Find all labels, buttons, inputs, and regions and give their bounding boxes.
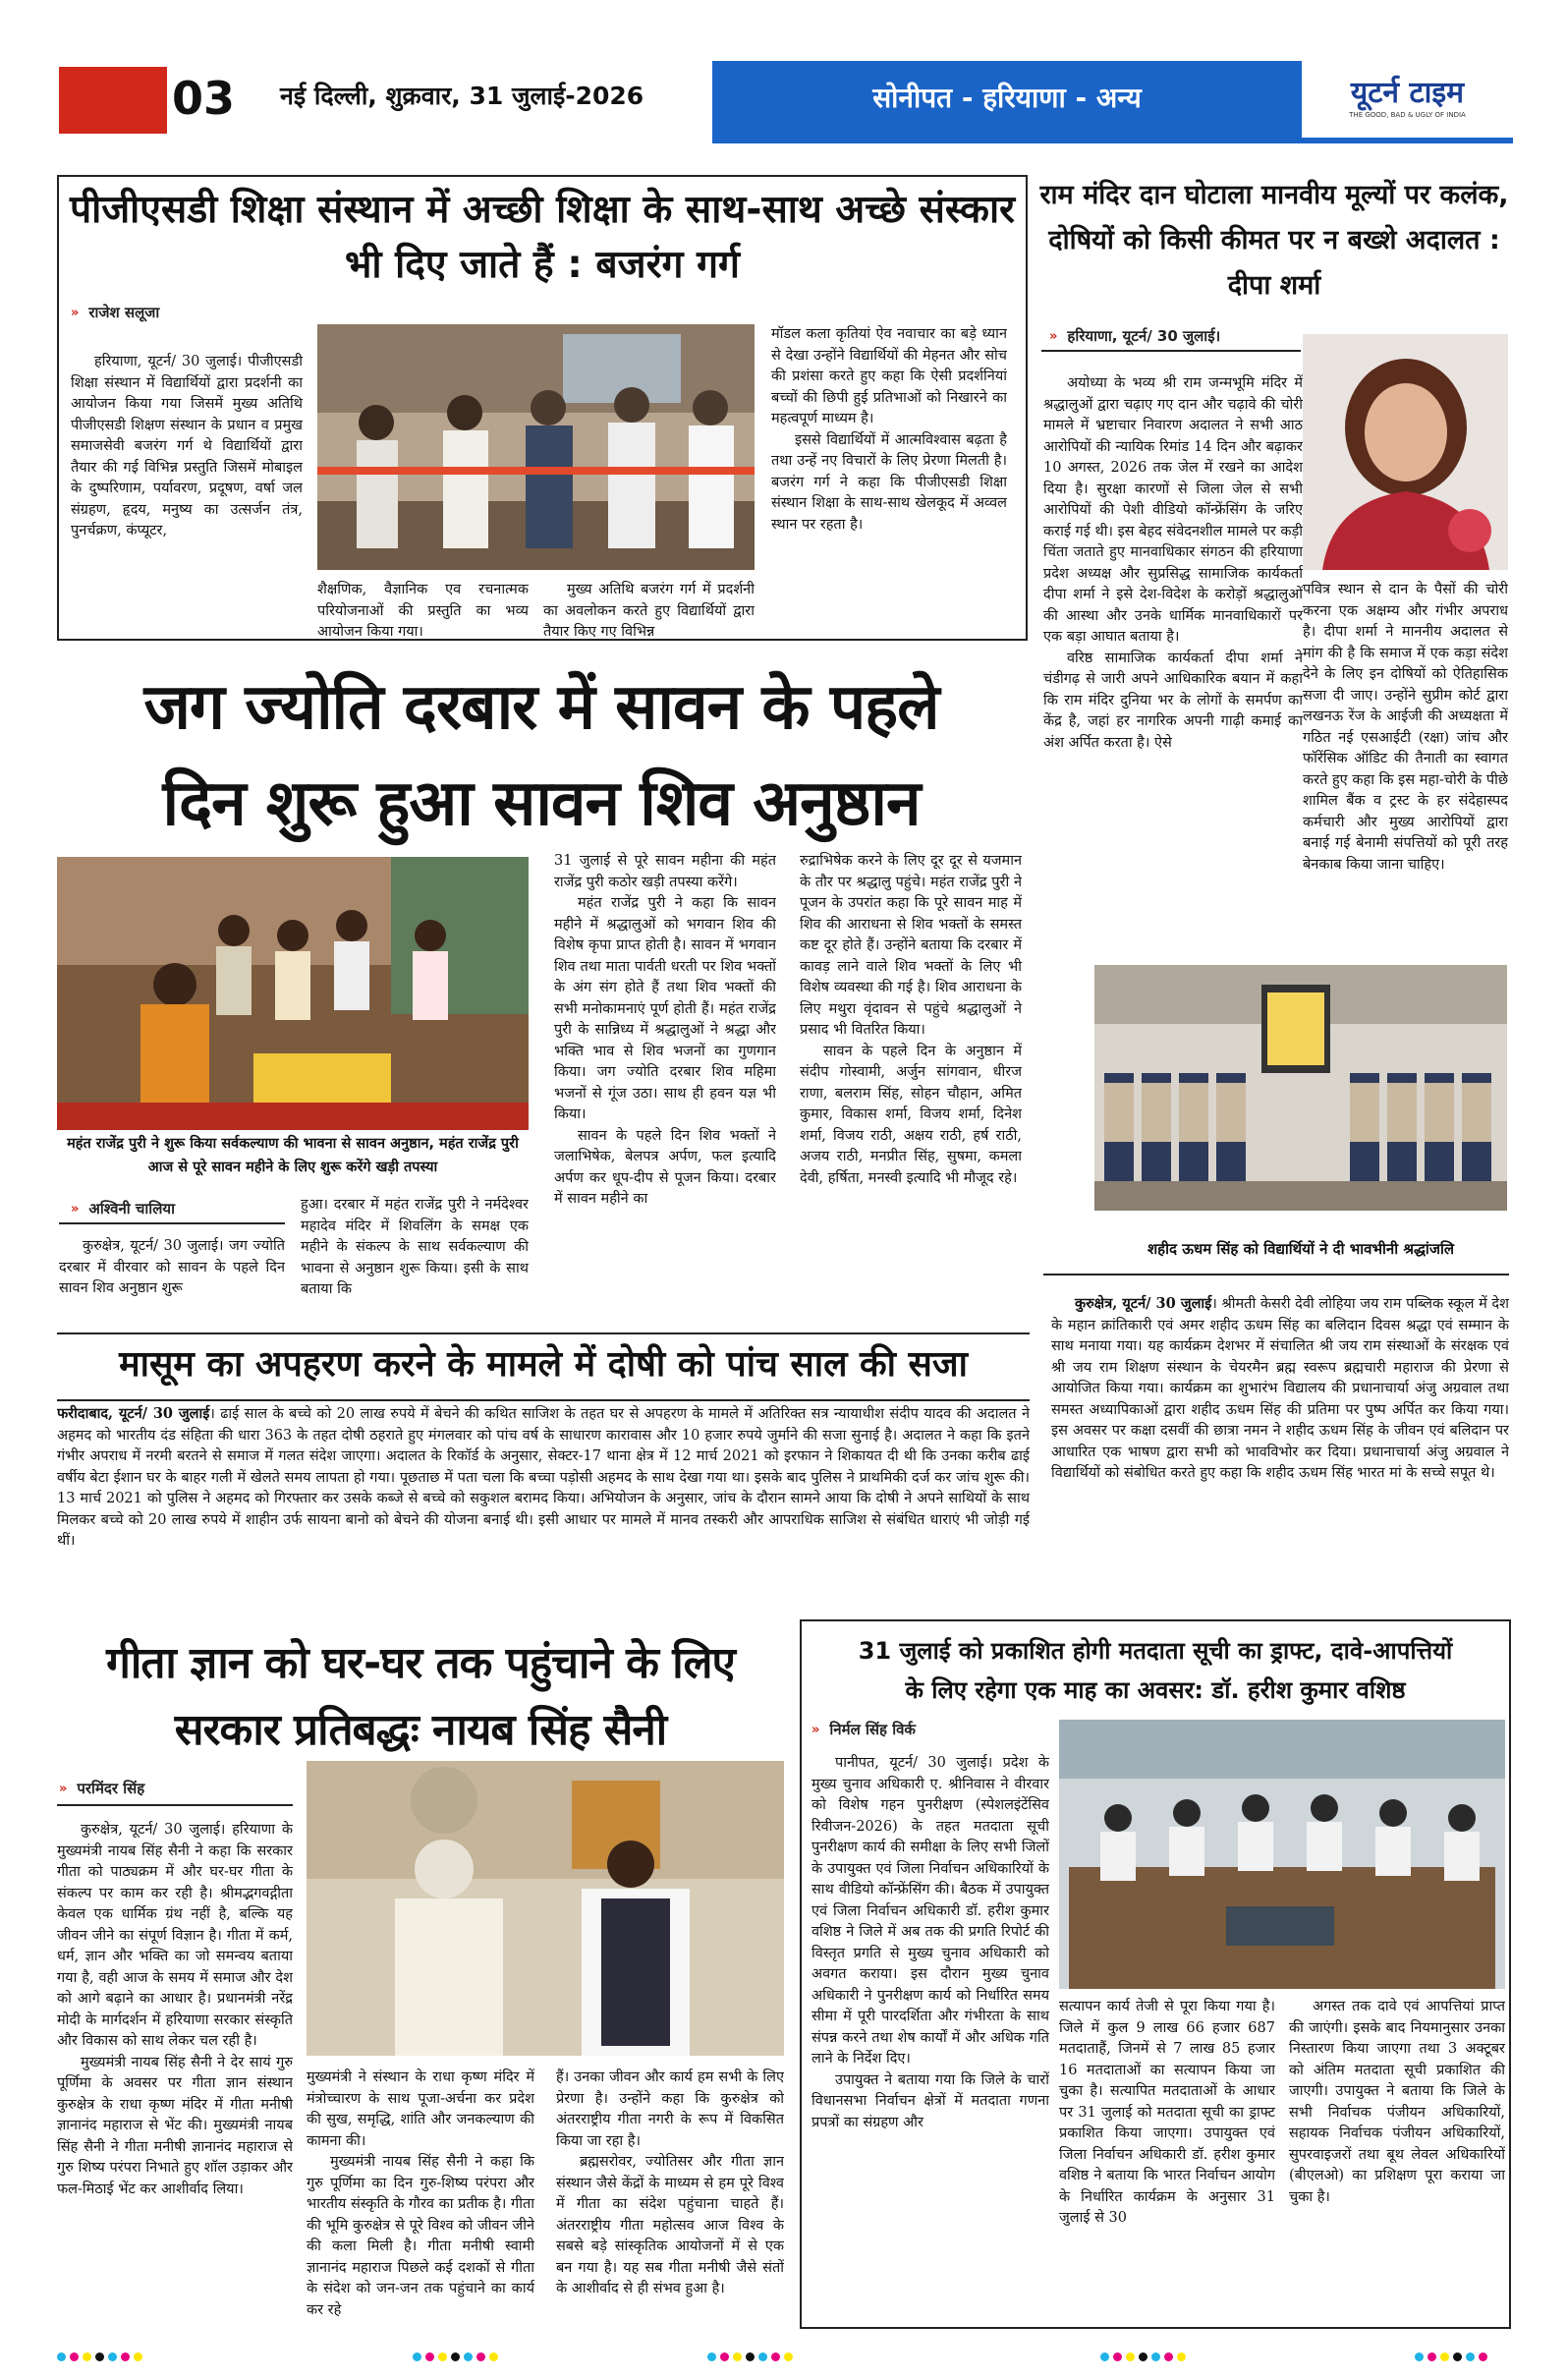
story-pgsd-byline: [71, 301, 346, 324]
gita-byline-rule: [57, 1804, 293, 1806]
story-pgsd-col4: [771, 324, 1007, 635]
story-ram-col-b: पवित्र स्थान से दान के पैसों की चोरी करना एक अक्षम्य और गंभीर अपराध है। दीपा शर्मा ने माननीय अदालत से मांग की है कि समाज में एक कड़ा संदेश देने के लिए इन दोषियों को ऐतिहासिक सजा दी जाए। उन्होंने सुप्रीम कोर्ट द्वारा लखनऊ रेंज के आईजी की अध्यक्षता में गठित नई एसआईटी (रक्षा) जांच और फॉरेंसिक ऑडिट की तैनाती का स्वागत करते हुए कहा कि इस महा-चोरी के पीछे शामिल बैंक व ट्रस्ट के हर संदेहास्पद कर्मचारी और मुख्य आरोपियों द्वारा बनाई गई बेनामी संपत्तियों को पूरी तरह बेनकाब किया जाना चाहिए।: [1303, 582, 1508, 873]
students-photo: [1094, 965, 1507, 1211]
story-sawan-col-3: [554, 851, 776, 1319]
page-number-box: [59, 67, 167, 134]
sawan-c4-p2: सावन के पहले दिन के अनुष्ठान में संदीप गोस्वामी, अर्जुन सांगवान, धीरज राणा, बलराम सिंह, सोहन चौहान, अमित कुमार, विकास शर्मा, विजय शर्मा, दिनेश शर्मा, विजय राठी, अक्षय राठी, हर्ष राठी, अजय राठी, मनप्रीत सिंह, सुषमा, कमला देवी, हर्षिता, मनस्वी इत्यादि भी मौजूद रहे।: [800, 1043, 1022, 1186]
masoom-top-rule: [57, 1332, 1030, 1334]
story-ram-headline: राम मंदिर दान घोटाला मानवीय मूल्यों पर कलंक, दोषियों को किसी कीमत पर न बख्शे अदालत : दीपा शर्मा: [1039, 180, 1509, 301]
sawan-c3-p2: महंत राजेंद्र पुरी ने कहा कि सावन महीने में श्रद्धालुओं को भगवान शिव की विशेष कृपा प्राप्त होती है। सावन में भगवान शिव तथा माता पार्वती धरती पर शिव भक्तों के अंग संग होते हैं तथा शिव भक्तों की सभी मनोकामनाएं पूर्ण होती हैं। महंत राजेंद्र पुरी के सान्निध्य में श्रद्धालुओं ने श्रद्धा और भक्ति भाव से शिव भजनों का गुणगान किया। जग ज्योति दरबार शिव महिमा भजनों से गूंज उठा। साथ ही हवन यज्ञ भी किया।: [554, 895, 776, 1122]
chevron-icon: »: [59, 1781, 68, 1796]
udham-singh-photo: [1094, 965, 1507, 1211]
footer-dots-5: [1415, 2347, 1491, 2365]
footer-dots-3: [707, 2347, 797, 2365]
story-voter-col-a: [811, 1753, 1049, 2321]
masoom-body-text: । ढाई साल के बच्चे को 20 लाख रुपये में बेचने की कथित साजिश के तहत घर से अपहरण के मामले में अतिरिक्त सत्र न्यायाधीश संदीप यादव की अदालत ने अहमद को भारतीय दंड संहिता की धारा 363 के तहत दोषी ठहराते हुए मंगलवार को पांच वर्ष के साधारण कारावास और 10 हजार रुपये जुर्माने की सजा सुनाई है। अदालत ने कहा कि इतने गंभीर अपराध में नरमी बरतने से समाज में गलत संदेश जाएगा। अदालत के रिकॉर्ड के अनुसार, सेक्टर-17 थाना क्षेत्र में 12 मार्च 2021 को इरफान ने शिकायत दी थी कि उनका करीब ढाई वर्षीय बेटा ईशान घर के बाहर गली में खेलते समय लापता हो गया। पूछताछ में पता चला कि बच्चा पड़ोसी अहमद के साथ देखा गया था। इसके बाद पुलिस ने प्राथमिकी दर्ज कर जांच शुरू की। 13 मार्च 2021 को पुलिस ने अहमद को गिरफ्तार कर उसके कब्जे से बच्चे को सकुशल बरामद किया। अभियोजन के अनुसार, जांच के दौरान सामने आया कि दोषी ने अपने साथियों के साथ मिलकर बच्चे को 20 लाख रुपये में शाहीन उर्फ सायना बानो को बेचने की योजना बनाई थी। इसी आधार पर मामले में मानव तस्करी और आपराधिक साजिश से संबंधित धाराएं भी जोड़ी गई थीं।: [57, 1406, 1030, 1549]
section-title: सोनीपत - हरियाणा - अन्य: [872, 82, 1142, 114]
gita-m-p2: मुख्यमंत्री नायब सिंह सैनी ने कहा कि गुरु पूर्णिमा का दिन गुरु-शिष्य परंपरा और भारतीय संस्कृति के गौरव का प्रतीक है। गीता की भूमि कुरुक्षेत्र से पूरे विश्व को जीवन जीने की कला मिली है। गीता मनीषी स्वामी ज्ञानानंद महाराज पिछले कई दशकों से गीता के संदेश को जन-जन तक पहुंचाने का कार्य कर रहे: [307, 2154, 534, 2318]
udham-singh-body: [1051, 1293, 1509, 1606]
story-ram-rule: [1041, 350, 1301, 352]
chevron-icon: »: [71, 1201, 80, 1217]
byline-name: अश्विनी चालिया: [88, 1200, 175, 1218]
story-pgsd-col3: मुख्य अतिथि बजरंग गर्ग में प्रदर्शनी का अवलोकन करते हुए विद्यार्थियों द्वारा तैयार किए गए विभिन्न: [543, 582, 755, 639]
portrait-photo: [1303, 334, 1508, 570]
story-pgsd-col2: शैक्षणिक, वैज्ञानिक एव रचनात्मक परियोजनाओं की प्रस्तुति का भव्य आयोजन किया गया।: [317, 582, 529, 639]
col4-para1: मॉडल कला कृतियां ऐव नवाचार का बड़े ध्यान से देखा उन्होंने विद्यार्थियों की मेहनत और सोच की प्रशंसा करते हुए कहा कि ऐसी प्रदर्शनियां बच्चों की छिपी हुई प्रतिभाओं को निखारने का महत्वपूर्ण माध्यम है।: [771, 326, 1007, 426]
story-masoom-headline: मासूम का अपहरण करने के मामले में दोषी को पांच साल की सजा: [119, 1344, 968, 1385]
footer-dots-2: [413, 2347, 502, 2365]
story-sawan-headline-2: दिन शुरू हुआ सावन शिव अनुष्ठान: [162, 767, 921, 840]
sawan-c3-p1: 31 जुलाई से पूरे सावन महीना की महंत राजेंद्र पुरी कठोर खड़ी तपस्या करेंगे।: [554, 853, 776, 890]
story-sawan-caption: महंत राजेंद्र पुरी ने शुरू किया सर्वकल्याण की भावना से सावन अनुष्ठान, महंत राजेंद्र पुरी आज से पूरे सावन महीने के लिए शुरू करेंगे खड़ी तपस्या: [67, 1136, 519, 1175]
story-voter-col-c: अगस्त तक दावे एवं आपत्तियां प्राप्त की जाएंगी। इसके बाद नियमानुसार उनका निस्तारण किया जाएगा तथा 3 अक्टूबर को अंतिम मतदाता सूची प्रकाशित की जाएगी। उपायुक्त ने बताया कि जिले के सभी निर्वाचक पंजीयन अधिकारियों, सहायक निर्वाचक पंजीयन अधिकारियों, सुपरवाइजरों तथा बूथ लेवल अधिकारियों (बीएलओ) का प्रशिक्षण पूरा कराया जा चुका है।: [1289, 1999, 1505, 2205]
cm-meeting-photo: [307, 1761, 784, 2056]
gita-l-p1: कुरुक्षेत्र, यूटर्न/ 30 जुलाई। हरियाणा के मुख्यमंत्री नायब सिंह सैनी ने कहा कि सरकार गीता को पाठ्यक्रम में और घर-घर गीता के संकल्प पर काम कर रही है। श्रीमद्भगवद्गीता केवल एक धार्मिक ग्रंथ नहीं है, बल्कि यह जीवन जीने का संपूर्ण विज्ञान है। गीता में कर्म, धर्म, ज्ञान और भक्ति का जो समन्वय बताया गया है, वही आज के समय में समाज और देश को आगे बढ़ाने का आधार है। प्रधानमंत्री नरेंद्र मोदी के मार्गदर्शन में हरियाणा सरकार संस्कृति और विकास को साथ लेकर चल रही है।: [57, 1822, 293, 2049]
byline-name: राजेश सलूजा: [88, 304, 160, 321]
chevron-icon: »: [71, 305, 80, 320]
ram-para1: अयोध्या के भव्य श्री राम जन्मभूमि मंदिर में श्रद्धालुओं द्वारा चढ़ाए गए दान और चढ़ावे की चोरी मामले में भ्रष्टाचार निवारण अदालत ने सभी आठ आरोपियों की न्यायिक रिमांड 14 दिन और बढ़ाकर 10 अगस्त, 2026 तक जेल में रखने का आदेश दिया है। सुरक्षा कारणों से जिला जेल से सभी आरोपियों की पेशी वीडियो कॉन्फ्रेंसिंग के जरिए कराई गई थी। इस बेहद संवेदनशील मामले पर कड़ी चिंता जताते हुए मानवाधिकार संगठन की हरियाणा प्रदेश अध्यक्ष और सुप्रसिद्ध सामाजिक कार्यकर्ता दीपा शर्मा ने इसे देश-विदेश के करोड़ों श्रद्धालुओं की आस्था और उनके धार्मिक मानवाधिकारों पर एक बड़ा आघात बताया है।: [1043, 375, 1303, 645]
story-gita-col-m: [307, 2068, 534, 2319]
story-gita-headline-2: सरकार प्रतिबद्धः नायब सिंह सैनी: [174, 1705, 667, 1755]
sawan-c4-p1: रुद्राभिषेक करने के लिए दूर दूर से यजमान के तौर पर श्रद्धालु पहुंचे। महंत राजेंद्र पुरी ने पूजन के उपरांत कहा कि पूरे सावन माह में शिव की आराधना से शिव भक्तों के समस्त कष्ट दूर होते हैं। उन्होंने बताया कि दरबार में कावड़ लाने वाले शिव भक्तों के लिए भी विशेष व्यवस्था की गई है। शिव आराधना के लिए मथुरा वृंदावन से पहुंचे श्रद्धालुओं ने प्रसाद भी वितरित किया।: [800, 853, 1022, 1038]
masoom-under-rule: [57, 1399, 1030, 1401]
logo: [1302, 61, 1513, 143]
gita-r-p2: ब्रह्मसरोवर, ज्योतिसर और गीता ज्ञान संस्थान जैसे केंद्रों के माध्यम से हम पूरे विश्व में गीता का संदेश पहुंचाना चाहते हैं। अंतरराष्ट्रीय गीता महोत्सव आज विश्व के सबसे बड़े सांस्कृतिक आयोजनों में से एक बन गया है। यह सब गीता मनीषी जैसे संतों के आशीर्वाद से ही संभव हुआ है।: [556, 2154, 784, 2296]
udham-dateline: कुरुक्षेत्र, यूटर्न/ 30 जुलाई: [1075, 1295, 1212, 1312]
byline-name: निर्मल सिंह विर्क: [829, 1721, 916, 1738]
story-sawan-photo: [57, 857, 529, 1130]
gita-m-p1: मुख्यमंत्री ने संस्थान के राधा कृष्ण मंदिर में मंत्रोच्चारण के साथ पूजा-अर्चना कर प्रदेश की सुख, समृद्धि, शांति और जनकल्याण की कामना की।: [307, 2069, 534, 2149]
sawan-c3-p3: सावन के पहले दिन शिव भक्तों ने जलाभिषेक, बेलपत्र अर्पण, फल इत्यादि अर्पण कर धूप-दीप से पूजन किया। दरबार में सावन महीने का: [554, 1127, 776, 1207]
story-sawan-col-l: कुरुक्षेत्र, यूटर्न/ 30 जुलाई। जग ज्योति दरबार में वीरवार को सावन के पहले दिन सावन शिव अनुष्ठान शुरू: [59, 1238, 285, 1296]
col4-para2: इससे विद्यार्थियों में आत्मविश्वास बढ़ता है तथा उन्हें नए विचारों के लिए प्रेरणा मिलती है। बजरंग गर्ग ने कहा कि पीजीएसडी शिक्षा संस्थान शिक्षा के साथ-साथ खेलकूद में अव्वल स्थान पर रहता है।: [771, 431, 1007, 533]
byline-name: परमिंदर सिंह: [77, 1780, 145, 1797]
chevron-icon: »: [1049, 328, 1058, 344]
byline-name: हरियाणा, यूटर्न/ 30 जुलाई।: [1067, 327, 1221, 345]
deepa-sharma-photo: [1303, 334, 1508, 570]
story-voter-byline: [811, 1718, 1047, 1741]
chevron-icon: »: [811, 1722, 820, 1737]
story-gita-col-r: [556, 2068, 784, 2319]
udham-caption-rule: [1043, 1274, 1509, 1275]
voter-a-p2: उपायुक्त ने बताया गया कि जिले के चारों विधानसभा निर्वाचन क्षेत्रों में मतदाता गणना प्रपत्रों का संग्रहण और: [811, 2071, 1049, 2130]
story-voter-headline-2: के लिए रहेगा एक माह का अवसर: डॉ. हरीश कुमार वशिष्ठ: [905, 1676, 1406, 1704]
story-voter-photo: [1059, 1720, 1505, 1989]
gita-r-p1: हैं। उनका जीवन और कार्य हम सभी के लिए प्रेरणा है। उन्होंने कहा कि कुरुक्षेत्र को अंतरराष्ट्रीय गीता नगरी के रूप में विकसित किया जा रहा है।: [556, 2069, 784, 2149]
footer-dots-4: [1100, 2347, 1190, 2365]
page-number: 03: [172, 72, 236, 125]
story-ram-col-a: [1043, 373, 1303, 947]
story-sawan-col-m: हुआ। दरबार में महंत राजेंद्र पुरी ने नर्मदेश्वर महादेव मंदिर में शिवलिंग के समक्ष एक महीने के संकल्प के साथ सर्वकल्याण की भावना से अनुष्ठान शुरू किया। इसी के साथ बताया कि: [301, 1197, 529, 1297]
story-masoom-body: [57, 1403, 1030, 1606]
story-gita-byline: [59, 1777, 305, 1800]
voter-a-p1: पानीपत, यूटर्न/ 30 जुलाई। प्रदेश के मुख्य चुनाव अधिकारी ए. श्रीनिवास ने वीरवार को विशेष गहन पुनरीक्षण (स्पेशलइंटेंसिव रिवीजन-2026) के तहत मतदाता सूची पुनरीक्षण कार्य की समीक्षा के लिए सभी जिलों के उपायुक्त एवं जिला निर्वाचन अधिकारियों के साथ वीडियो कॉन्फ्रेंसिंग की। बैठक में उपायुक्त एवं जिला निर्वाचन अधिकारी डॉ. हरीश कुमार वशिष्ठ ने जिले में अब तक की प्रगति रिपोर्ट की विस्तृत प्रगति से मुख्य चुनाव अधिकारी को अवगत कराया। इस दौरान मुख्य चुनाव अधिकारी ने पुनरीक्षण कार्य को निर्धारित समय सीमा में पूरी पारदर्शिता और गंभीरता के साथ संपन्न करने तथा शेष कार्यों में और अधिक गति लाने के निर्देश दिए।: [811, 1755, 1049, 2067]
logo-text: यूटर्न टाइम: [1350, 76, 1465, 110]
video-conference-photo: [1059, 1720, 1505, 1989]
story-pgsd-photo: [317, 324, 755, 570]
date-line: नई दिल्ली, शुक्रवार, 31 जुलाई-2026: [280, 82, 644, 110]
anushthan-photo: [57, 857, 529, 1130]
story-gita-photo: [307, 1761, 784, 2056]
story-sawan-headline-1: जग ज्योति दरबार में सावन के पहले: [143, 671, 939, 744]
logo-tagline: THE GOOD, BAD & UGLY OF INDIA: [1349, 111, 1466, 119]
story-sawan-col-4: [800, 851, 1022, 1319]
exhibition-photo: [317, 324, 755, 570]
story-pgsd-col1: हरियाणा, यूटर्न/ 30 जुलाई। पीजीएसडी शिक्षा संस्थान में विद्यार्थियों द्वारा प्रदर्शनी का आयोजन किया गया जिसमें मुख्य अतिथि पीजीएसडी शिक्षण संस्थान के प्रधान व प्रमुख समाजसेवी बजरंग गर्ग थे विद्यार्थियों द्वारा तैयार की गई विभिन्न प्रस्तुति जिसमें मोबाइल के दुष्परिणाम, पर्यावरण, प्रदूषण, वर्षा जल संग्रहण, हृदय, मनुष्य का उत्सर्जन तंत्र, पुनर्चक्रण, कंप्यूटर,: [71, 354, 303, 538]
udham-body-text: । श्रीमती केसरी देवी लोहिया जय राम पब्लिक स्कूल में देश के महान क्रांतिकारी एवं अमर शहीद ऊधम सिंह का बलिदान दिवस श्रद्धा एवं सम्मान के साथ मनाया गया। यह कार्यक्रम देशभर में संचालित श्री जय राम संस्थाओं के संरक्षक एवं श्री जय राम शिक्षण संस्थान के चेयरमैन ब्रह्म स्वरूप ब्रह्मचारी महाराज की प्रेरणा से आयोजित किया गया। कार्यक्रम का शुभारंभ विद्यालय की प्रधानाचार्या अंजु अग्रवाल तथा समस्त अध्यापिकाओं द्वारा शहीद ऊधम सिंह की प्रतिमा पर पुष्प अर्पित कर किया गया। इस अवसर पर कक्षा दसवीं की छात्रा नमन ने शहीद ऊधम सिंह के जीवन एवं बलिदान पर आधारित एक भाषण द्वारा सभी को भावविभोर कर दिया। प्रधानाचार्या अंजु अग्रवाल ने विद्यार्थियों को संबोधित करते हुए कहा कि शहीद ऊधम सिंह भारत मां के सच्चे सपूत थे।: [1051, 1296, 1509, 1481]
footer-dots-1: [57, 2347, 146, 2365]
story-pgsd-headline: पीजीएसडी शिक्षा संस्थान में अच्छी शिक्षा के साथ-साथ अच्छे संस्कार भी दिए जाते हैं : बजरंग गर्ग: [69, 188, 1016, 287]
masthead: [59, 61, 1513, 143]
story-sawan-byline: [71, 1197, 316, 1220]
masoom-dateline: फरीदाबाद, यूटर्न/ 30 जुलाई: [57, 1405, 210, 1422]
story-gita-col-l: [57, 1820, 293, 2319]
byline-rule: [59, 1222, 285, 1224]
ram-para2: वरिष्ठ सामाजिक कार्यकर्ता दीपा शर्मा ने चंडीगढ़ से जारी अपने आधिकारिक बयान में कहा कि राम मंदिर दुनिया भर के लोगों के समर्पण का केंद्र है, जहां हर नागरिक अपनी गाढ़ी कमाई का अंश अर्पित करता है। ऐसे: [1043, 650, 1303, 751]
gita-l-p2: मुख्यमंत्री नायब सिंह सैनी ने देर सायं गुरु पूर्णिमा के अवसर पर गीता ज्ञान संस्थान कुरुक्षेत्र के राधा कृष्ण मंदिर में गीता मनीषी ज्ञानानंद महाराज से भेंट की। मुख्यमंत्री नायब सिंह सैनी ने गीता मनीषी ज्ञानानंद महाराज से गुरु शिष्य परंपरा निभाते हुए शॉल उड़ाकर और फल-मिठाई भेंट कर आशीर्वाद लिया।: [57, 2054, 293, 2197]
story-gita-headline-1: गीता ज्ञान को घर-घर तक पहुंचाने के लिए: [106, 1638, 735, 1688]
story-voter-headline-1: 31 जुलाई को प्रकाशित होगी मतदाता सूची का ड्राफ्ट, दावे-आपत्तियों: [858, 1637, 1453, 1665]
story-voter-col-b: सत्यापन कार्य तेजी से पूरा किया गया है। जिले में कुल 9 लाख 66 हजार 687 मतदाताहैं, जिनमें से 7 लाख 85 हजार 16 मतदाताओं का सत्यापन किया जा चुका है। सत्यापित मतदाताओं के आधार पर 31 जुलाई को मतदाता सूची का ड्राफ्ट प्रकाशित किया जाएगा। उपायुक्त एवं जिला निर्वाचन अधिकारी डॉ. हरीश कुमार वशिष्ठ ने बताया कि भारत निर्वाचन आयोग के निर्धारित कार्यक्रम के अनुसार 31 जुलाई से 30: [1059, 1999, 1275, 2226]
udham-singh-caption: शहीद ऊधम सिंह को विद्यार्थियों ने दी भावभीनी श्रद्धांजलि: [1147, 1240, 1455, 1258]
